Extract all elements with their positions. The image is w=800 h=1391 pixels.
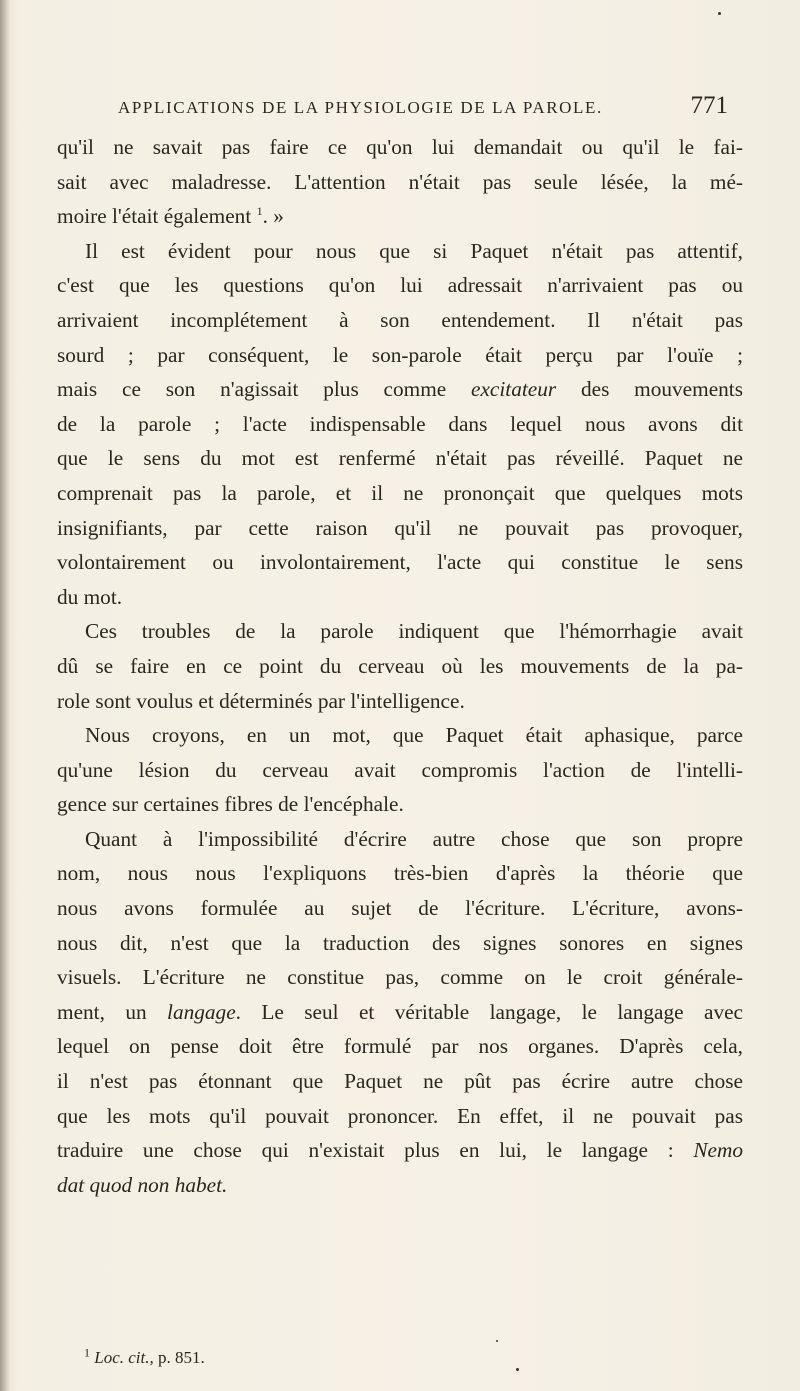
text-line: Nous croyons, en un mot, que Paquet était aphasique, parce [85, 723, 743, 748]
paragraph [57, 822, 743, 1203]
page-header [118, 92, 728, 124]
text-line: visuels. L'écriture ne constitue pas, comme on le croit générale- [57, 965, 743, 990]
italic-term: Nemo [693, 1138, 743, 1163]
text-line: de la parole ; l'acte indispensable dans lequel nous avons dit [57, 411, 743, 436]
binding-shadow [0, 0, 10, 1391]
text-line: nom, nous nous l'expliquons très-bien d'après la théorie que [57, 861, 743, 886]
paper-speck [496, 1340, 498, 1342]
text-line: c'est que les questions qu'on lui adressait n'arrivaient pas ou [57, 273, 743, 298]
text-line: que les mots qu'il pouvait prononcer. En effet, il ne pouvait pas [57, 1103, 743, 1128]
paragraph [57, 130, 743, 234]
text-line: nous avons formulée au sujet de l'écriture. L'écriture, avons- [57, 896, 743, 921]
footnote-ref: 1 [256, 204, 263, 219]
paragraph [57, 234, 743, 615]
text-line: volontairement ou involontairement, l'acte qui constitue le sens [57, 550, 743, 575]
text-line: ment, un langage. Le seul et véritable langage, le langage avec [57, 999, 743, 1024]
text-line: insignifiants, par cette raison qu'il ne pouvait pas provoquer, [57, 515, 743, 540]
running-title: APPLICATIONS DE LA PHYSIOLOGIE DE LA PAROLE. [118, 98, 603, 117]
footnote-page: p. 851. [158, 1348, 205, 1367]
paper-speck [718, 12, 721, 15]
text-line: mais ce son n'agissait plus comme excitateur des mouvements [57, 377, 743, 402]
italic-term: excitateur [471, 377, 557, 402]
footnote-marker: 1 [84, 1345, 90, 1360]
text-line: gence sur certaines fibres de l'encéphale. [57, 792, 404, 817]
text-line: moire l'était également $^1$. » [57, 204, 284, 229]
text-line: lequel on pense doit être formulé par nos organes. D'après cela, [57, 1034, 743, 1059]
text-line: il n'est pas étonnant que Paquet ne pût pas écrire autre chose [57, 1069, 743, 1094]
footnote-source: Loc. cit., [94, 1348, 154, 1367]
italic-term: langage [167, 999, 236, 1024]
text-line: que le sens du mot est renfermé n'était pas réveillé. Paquet ne [57, 446, 743, 471]
paragraph [57, 718, 743, 822]
paragraph [57, 614, 743, 718]
paper-speck [516, 1368, 519, 1371]
text-line [57, 1168, 743, 1203]
page-number: 771 [690, 92, 728, 119]
text-line: du mot. [57, 584, 123, 609]
text-line: qu'il ne savait pas faire ce qu'on lui demandait ou qu'il le fai- [57, 135, 743, 159]
text-line: Ces troubles de la parole indiquent que l'hémorrhagie avait [85, 619, 743, 644]
text-line: qu'une lésion du cerveau avait compromis l'action de l'intelli- [57, 757, 743, 782]
italic-latin: dat quod non habet. [57, 1172, 228, 1197]
text-line: nous dit, n'est que la traduction des signes sonores en signes [57, 930, 743, 955]
text-line: sourd ; par conséquent, le son-parole était perçu par l'ouïe ; [57, 342, 743, 367]
text-line: arrivaient incomplétement à son entendement. Il n'était pas [57, 307, 743, 332]
text-line: Quant à l'impossibilité d'écrire autre chose que son propre [85, 826, 743, 851]
text-line: sait avec maladresse. L'attention n'était pas seule lésée, la mé- [57, 169, 743, 194]
footnote [84, 1345, 205, 1368]
text-line: dû se faire en ce point du cerveau où les mouvements de la pa- [57, 653, 743, 678]
text-line: comprenait pas la parole, et il ne prononçait que quelques mots [57, 480, 743, 505]
text-line: traduire une chose qui n'existait plus en lui, le langage : Nemo [57, 1138, 743, 1163]
text-line: role sont voulus et déterminés par l'intelligence. [57, 688, 465, 713]
body-text [57, 130, 743, 1202]
text-line: Il est évident pour nous que si Paquet n'était pas attentif, [85, 238, 743, 263]
